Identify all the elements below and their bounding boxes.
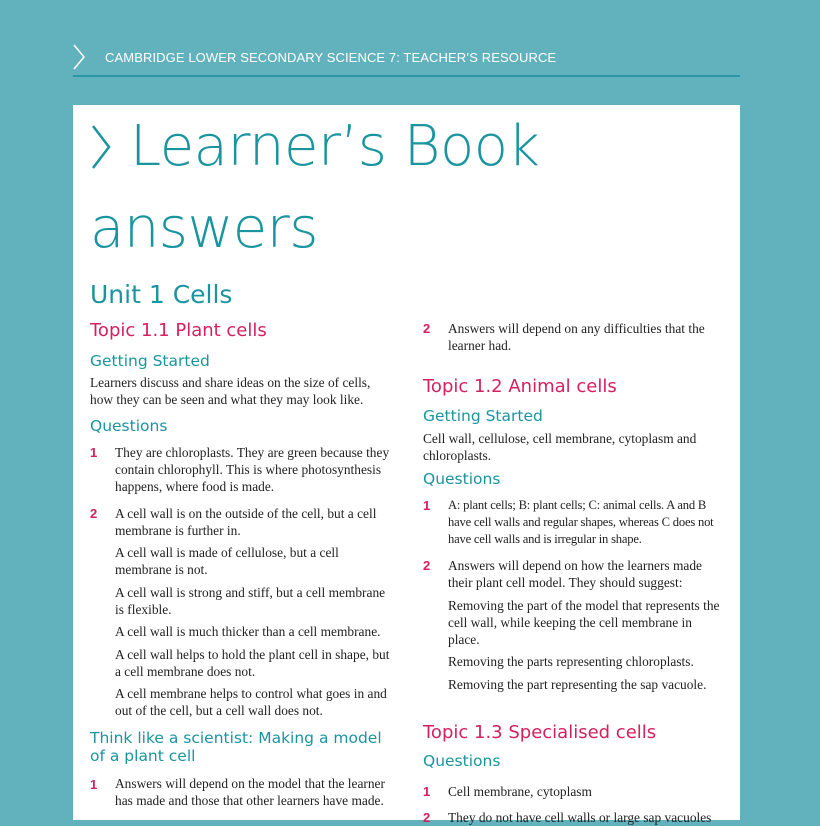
answer-text: They do not have cell walls or large sap vacuoles	[448, 810, 712, 825]
chevron-right-icon	[72, 44, 86, 70]
question-number: 1	[423, 784, 431, 799]
answer-text: A: plant cells; B: plant cells; C: animal cells. A and B have cell walls and regular shapes, whereas C does not have cell walls and is irregular in shape.	[448, 498, 714, 546]
questions-heading: Questions	[90, 417, 168, 435]
question-number: 1	[90, 445, 98, 460]
getting-started-text: Cell wall, cellulose, cell membrane, cytoplasm and chloroplasts.	[423, 431, 697, 463]
question-number: 1	[423, 498, 431, 513]
running-header: CAMBRIDGE LOWER SECONDARY SCIENCE 7: TEACHER’S RESOURCE	[105, 50, 557, 65]
answer-text: Answers will depend on any difficulties that the learner had.	[448, 321, 705, 353]
topic-heading: Topic 1.2 Animal cells	[423, 376, 617, 397]
answer-text: A cell wall is much thicker than a cell membrane.	[115, 624, 381, 639]
answer-text: Answers will depend on the model that the learner has made and those that other learners have made.	[115, 776, 385, 808]
answer-text: Cell membrane, cytoplasm	[448, 784, 592, 799]
answer-text: Removing the part representing the sap vacuole.	[448, 677, 707, 692]
question-number: 2	[423, 321, 431, 336]
getting-started-text: Learners discuss and share ideas on the size of cells, how they can be seen and what they may look like.	[90, 375, 371, 407]
answer-text: Answers will depend on how the learners made their plant cell model. They should suggest:	[448, 558, 702, 590]
topic-heading: Topic 1.1 Plant cells	[90, 320, 267, 341]
answer-text: A cell wall helps to hold the plant cell in shape, but a cell membrane does not.	[115, 647, 390, 679]
think-like-scientist-heading: Think like a scientist: Making a model of a plant cell	[90, 729, 382, 765]
answer-text: Removing the part of the model that represents the cell wall, while keeping the cell membrane in place.	[448, 598, 720, 647]
page-title-line1: Learner’s Book	[130, 114, 540, 179]
page-title-line2: answers	[90, 196, 318, 261]
answer-text: A cell wall is on the outside of the cell, but a cell membrane is further in.	[115, 506, 377, 538]
topic-heading: Topic 1.3 Specialised cells	[423, 722, 657, 743]
title-chevron-icon	[90, 124, 112, 170]
answer-text: A cell membrane helps to control what goes in and out of the cell, but a cell wall does not.	[115, 686, 387, 718]
unit-heading: Unit 1 Cells	[90, 280, 233, 309]
getting-started-heading: Getting Started	[90, 352, 210, 370]
question-number: 2	[423, 810, 431, 825]
question-number: 2	[423, 558, 431, 573]
answer-text: A cell wall is made of cellulose, but a cell membrane is not.	[115, 545, 339, 577]
answer-text: They are chloroplasts. They are green because they contain chlorophyll. This is where photosynthesis happens, where food is made.	[115, 445, 390, 494]
question-number: 2	[90, 506, 98, 521]
answer-text: A cell wall is strong and stiff, but a cell membrane is flexible.	[115, 585, 386, 617]
answer-text: Removing the parts representing chloroplasts.	[448, 654, 694, 669]
question-number: 1	[90, 777, 98, 792]
header-divider	[73, 75, 740, 77]
getting-started-heading: Getting Started	[423, 407, 543, 425]
questions-heading: Questions	[423, 752, 501, 770]
questions-heading: Questions	[423, 470, 501, 488]
